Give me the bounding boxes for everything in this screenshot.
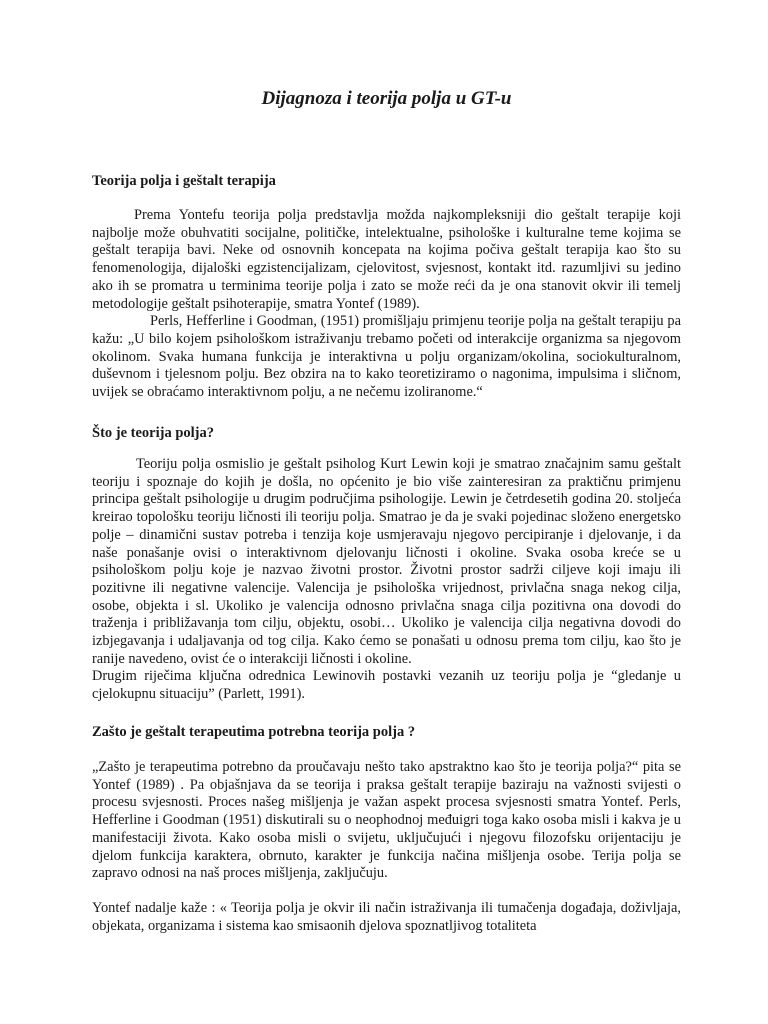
paragraph: Drugim riječima ključna odrednica Lewinovih postavki vezanih uz teoriju polja je “gledanje u cjelokupnu situaciju” (Parlett, 1991).: [92, 668, 681, 703]
document-title: Dijagnoza i teorija polja u GT-u: [261, 88, 512, 109]
section-heading-field-theory-gestalt: Teorija polja i geštalt terapija: [92, 173, 276, 189]
section-heading-what-is-field-theory: Što je teorija polja?: [92, 425, 215, 441]
section-body-what-is-field-theory: [92, 456, 681, 704]
paragraph: Yontef nadalje kaže : « Teorija polja je okvir ili način istraživanja ili tumačenja događaja, doživljaja, objekata, organizama i sistema kao smisaonih djelova spoznatljivog totaliteta: [92, 899, 681, 934]
section-body-why-gestalt-needs-field-theory: [92, 759, 681, 935]
paragraph: Perls, Hefferline i Goodman, (1951) promišljaju primjenu teorije polja na geštalt terapiju pa kažu: „U bilo kojem psihološkom istraživanju trebamo početi od interakcije organizma sa njegovom okolinom. Svaka humana funkcija je interaktivna u polju organizam/okolina, sociokulturalnom, duševnom i tjelesnom polju. Bez obzira na to kako teoretiziramo o nagonima, impulsima i sličnom, uvijek se obraćamo interaktivnom polju, a ne nečemu izoliranome.“: [92, 313, 681, 401]
section-body-field-theory-gestalt: [92, 207, 681, 402]
paragraph: Prema Yontefu teorija polja predstavlja možda najkompleksniji dio geštalt terapije koji najbolje može obuhvatiti socijalne, političke, intelektualne, psihološke i kulturalne teme kojima se geštalt terapija bavi. Neke od osnovnih koncepata na kojima počiva geštalt terapija kao što su fenomenologija, dijaloški egzistencijalizam, cjelovitost, svjesnost, kontakt itd. razumljivi su jedino ako ih se promatra u terminima teorije polja i zato se može reći da je ona stanovit okvir ili temelj metodologije geštalt psihoterapije, smatra Yontef (1989).: [92, 207, 681, 312]
paragraph: Teoriju polja osmislio je geštalt psiholog Kurt Lewin koji je smatrao značajnim samu geštalt teoriju i spoznaje do kojih je došla, no općenito je bio više zainteresiran za praktičnu primjenu principa geštalt psihologije u drugim područjima psihologije. Lewin je četrdesetih godina 20. stoljeća kreirao topološku teoriju ličnosti ili teoriju polja. Smatrao je da je svaki pojedinac složeno energetsko polje – dinamični sustav potreba i tenzija koje usmjeravaju njegovo percipiranje i djelovanje, i da naše ponašanje ovisi o interaktivnom djelovanju ličnosti i okoline. Svaka osoba kreće se u psihološkom polju koje je nazvao životni prostor. Životni prostor sadrži ciljeve koji imaju ili pozitivne ili negativne valencije. Valencija je psihološka vrijednost, privlačna snaga nekog cilja, osobe, objekta i sl. Ukoliko je valencija odnosno privlačna snaga cilja pozitivna ona dovodi do traženja i približavanja tom cilju, objektu, osobi… Ukoliko je valencija cilja negativna dovodi do izbjegavanja i udaljavanja od tog cilja. Kako ćemo se ponašati u odnosu prema tom cilju, kao što je ranije navedeno, ovist će o interakciji ličnosti i okoline.: [92, 456, 681, 667]
section-heading-why-gestalt-needs-field-theory: Zašto je geštalt terapeutima potrebna teorija polja ?: [92, 724, 416, 740]
document-page: [92, 0, 681, 1024]
paragraph: „Zašto je terapeutima potrebno da proučavaju nešto tako apstraktno kao što je teorija polja?“ pita se Yontef (1989) . Pa objašnjava da se teorija i praksa geštalt terapije baziraju na važnosti svijesti o procesu svjesnosti. Proces našeg mišljenja je važan aspekt procesa svjesnosti smatra Yontef. Perls, Hefferline i Goodman (1951) diskutirali su o neophodnoj međuigri toga kako osoba misli i kakva je u manifestaciji života. Kako osoba misli o svijetu, uključujući i njegovu filozofsku orijentaciju je djelom funkcija karaktera, obrnuto, karakter je funkcija načina mišljenja osobe. Terija polja se zapravo odnosi na naš proces mišljenja, zaključuju.: [92, 759, 681, 882]
